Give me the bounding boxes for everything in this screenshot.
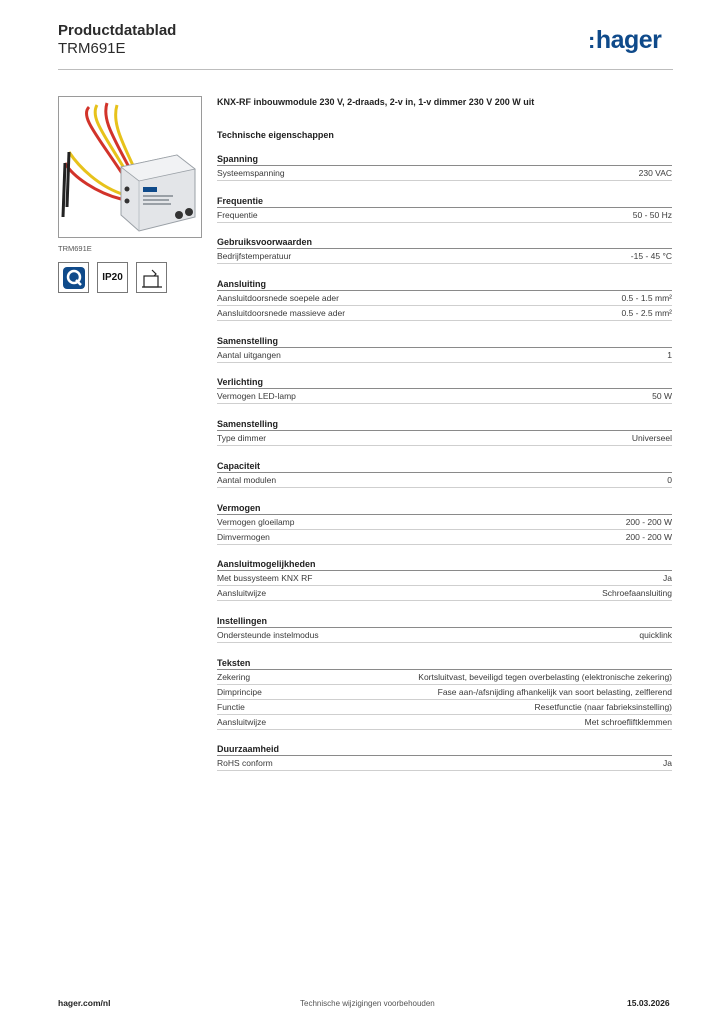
spec-value: Fase aan-/afsnijding afhankelijk van soort belasting, zelflerend — [437, 686, 672, 697]
spec-value: 0.5 - 1.5 mm² — [621, 293, 672, 304]
spec-row — [217, 715, 672, 730]
spec-section — [217, 460, 672, 488]
spec-label: Dimvermogen — [217, 531, 270, 542]
spec-label: Frequentie — [217, 209, 258, 220]
spec-label: Aansluitwijze — [217, 588, 267, 599]
spec-sections — [217, 153, 672, 771]
spec-value: 200 - 200 W — [625, 516, 672, 527]
footer-disclaimer: Technische wijzigingen voorbehouden — [300, 999, 435, 1008]
spec-row — [217, 515, 672, 530]
dimmer-module-illustration — [59, 97, 201, 237]
spec-section — [217, 376, 672, 404]
spec-row — [217, 348, 672, 363]
spec-row — [217, 571, 672, 586]
spec-value: Universeel — [631, 433, 672, 444]
spec-row — [217, 291, 672, 306]
spec-row — [217, 685, 672, 700]
spec-section — [217, 558, 672, 601]
ip20-badge — [97, 262, 128, 293]
ip20-label: IP20 — [102, 272, 123, 283]
section-heading: Instellingen — [217, 615, 672, 628]
spec-label: RoHS conform — [217, 758, 273, 769]
quality-mark-icon — [58, 262, 89, 293]
footer-date: 15.03.2026 — [627, 998, 670, 1008]
image-caption: TRM691E — [58, 244, 92, 253]
spec-section — [217, 657, 672, 730]
section-heading: Teksten — [217, 657, 672, 670]
spec-label: Vermogen LED-lamp — [217, 391, 296, 402]
spec-section — [217, 195, 672, 223]
logo-text: hager — [595, 26, 662, 54]
spec-label: Vermogen gloeilamp — [217, 516, 295, 527]
page-title: Productdatablad — [58, 22, 177, 39]
spec-value: 200 - 200 W — [625, 531, 672, 542]
spec-value: Ja — [663, 758, 672, 769]
spec-section — [217, 278, 672, 321]
spec-value: quicklink — [639, 629, 672, 640]
spec-label: Ondersteunde instelmodus — [217, 629, 319, 640]
spec-section — [217, 335, 672, 363]
spec-value: 0 — [667, 474, 672, 485]
section-heading: Frequentie — [217, 195, 672, 208]
section-heading: Capaciteit — [217, 460, 672, 473]
spec-label: Systeemspanning — [217, 168, 285, 178]
spec-value: 50 W — [652, 391, 672, 402]
spec-row — [217, 208, 672, 223]
spec-label: Dimprincipe — [217, 686, 262, 697]
spec-label: Aansluitdoorsnede soepele ader — [217, 293, 339, 304]
spec-label: Bedrijfstemperatuur — [217, 251, 292, 262]
spec-row — [217, 628, 672, 643]
spec-label: Met bussysteem KNX RF — [217, 573, 313, 584]
spec-label: Type dimmer — [217, 433, 267, 444]
spec-value: 230 VAC — [638, 168, 672, 178]
section-heading: Samenstelling — [217, 418, 672, 431]
spec-label: Aantal modulen — [217, 474, 277, 485]
spec-value: Ja — [663, 573, 672, 584]
spec-value: 50 - 50 Hz — [632, 209, 672, 220]
spec-row — [217, 530, 672, 545]
product-reference: TRM691E — [58, 40, 126, 57]
spec-row — [217, 670, 672, 685]
spec-value: Kortsluitvast, beveiligd tegen overbelasting (elektronische zekering) — [418, 671, 672, 682]
spec-section — [217, 236, 672, 264]
section-heading: Gebruiksvoorwaarden — [217, 236, 672, 249]
spec-row — [217, 431, 672, 446]
spec-row — [217, 756, 672, 771]
spec-row — [217, 586, 672, 601]
section-heading: Spanning — [217, 153, 672, 166]
spec-row — [217, 166, 672, 181]
section-heading: Duurzaamheid — [217, 743, 672, 756]
section-heading: Vermogen — [217, 502, 672, 515]
product-description: KNX-RF inbouwmodule 230 V, 2-draads, 2-v in, 1-v dimmer 230 V 200 W uit — [217, 97, 535, 107]
spec-row — [217, 306, 672, 321]
section-heading: Verlichting — [217, 376, 672, 389]
header-divider — [58, 69, 673, 70]
spec-value: Met schroefliftklemmen — [584, 716, 672, 727]
spec-label: Aansluitdoorsnede massieve ader — [217, 308, 346, 319]
logo-dots: : — [588, 28, 595, 53]
spec-label: Functie — [217, 701, 245, 712]
spec-label: Aantal uitgangen — [217, 349, 281, 360]
spec-row — [217, 700, 672, 715]
spec-section — [217, 502, 672, 545]
tech-heading: Technische eigenschappen — [217, 130, 334, 140]
footer-website: hager.com/nl — [58, 998, 111, 1008]
spec-row — [217, 389, 672, 404]
certification-icons — [58, 262, 167, 293]
section-heading: Samenstelling — [217, 335, 672, 348]
spec-value: -15 - 45 °C — [630, 251, 672, 262]
spec-value: Schroefaansluiting — [602, 588, 672, 599]
spec-section — [217, 153, 672, 181]
spec-row — [217, 249, 672, 264]
spec-value: 1 — [667, 349, 672, 360]
section-heading: Aansluitmogelijkheden — [217, 558, 672, 571]
installation-symbol-icon — [136, 262, 167, 293]
spec-value: Resetfunctie (naar fabrieksinstelling) — [534, 701, 672, 712]
spec-label: Zekering — [217, 671, 251, 682]
spec-row — [217, 473, 672, 488]
spec-value: 0.5 - 2.5 mm² — [621, 308, 672, 319]
spec-section — [217, 418, 672, 446]
spec-label: Aansluitwijze — [217, 716, 267, 727]
hager-logo — [588, 26, 661, 55]
spec-section — [217, 743, 672, 771]
spec-section — [217, 615, 672, 643]
spec-content — [217, 96, 672, 785]
section-heading: Aansluiting — [217, 278, 672, 291]
product-image — [58, 96, 202, 238]
